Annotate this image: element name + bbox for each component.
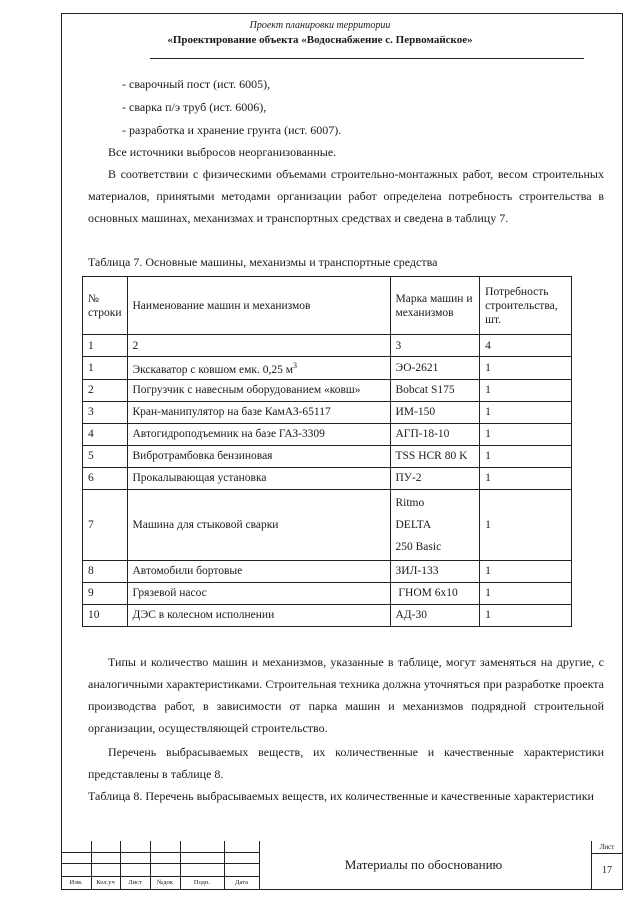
table-cell: ПУ-2	[390, 467, 480, 489]
table-row	[83, 582, 572, 604]
unit-superscript: 3	[293, 361, 298, 370]
header-cell: № строки	[83, 277, 128, 335]
table-cell: 9	[83, 582, 128, 604]
table-cell: 10	[83, 604, 128, 626]
table-cell: 1	[83, 357, 128, 380]
stamp-line	[591, 853, 623, 854]
table-cell: Автомобили бортовые	[127, 560, 390, 582]
table-cell: ЭО-2621	[390, 357, 480, 380]
table-cell: 1	[480, 467, 572, 489]
table-cell: Автогидроподъемник на базе ГАЗ-3309	[127, 423, 390, 445]
table-cell: 1	[480, 582, 572, 604]
table-cell: 1	[480, 445, 572, 467]
table-cell: ГНОМ 6х10	[390, 582, 480, 604]
list-item: - сварочный пост (ист. 6005),	[122, 77, 271, 91]
brand-line: 250 Basic	[395, 540, 442, 553]
stamp-label: №док	[157, 879, 173, 886]
table-cell: 1	[480, 379, 572, 401]
table-cell: 1	[480, 604, 572, 626]
table-cell: ДЭС в колесном исполнении	[127, 604, 390, 626]
table-cell: 7	[83, 489, 128, 560]
table-cell: 1	[480, 489, 572, 560]
sheet-number: 17	[602, 865, 612, 876]
table-numbering-row	[83, 335, 572, 357]
paragraph-emissions: Перечень выбрасываемых веществ, их количественные и качественные характеристики представлены в таблице 8.	[88, 745, 604, 781]
table-cell: ЗИЛ-133	[390, 560, 480, 582]
paragraph-machine-types: Типы и количество машин и механизмов, указанные в таблице, могут заменяться на другие, с аналогичными характеристиками. Строительная техника должна уточняться при разработке проекта производства работ, в зависимости от парка машин и механизмов подрядной строительной организации, осуществляющей строительство.	[88, 655, 604, 735]
table-header-row	[83, 277, 572, 335]
title-block	[61, 841, 623, 890]
machines-table	[82, 276, 572, 627]
table-cell: 5	[83, 445, 128, 467]
table-cell: ИМ-150	[390, 401, 480, 423]
table7-caption: Таблица 7. Основные машины, механизмы и транспортные средства	[88, 255, 438, 269]
brand-line: DELTA	[395, 518, 432, 531]
table-cell: 8	[83, 560, 128, 582]
table-cell	[390, 489, 480, 560]
table-row	[83, 467, 572, 489]
table-row	[83, 423, 572, 445]
table-cell: Прокалывающая установка	[127, 467, 390, 489]
table-cell: Вибротрамбовка бензиновая	[127, 445, 390, 467]
list-item: - сварка п/э труб (ист. 6006),	[122, 100, 267, 114]
table-cell: Bobcat S175	[390, 379, 480, 401]
table-cell: Грязевой насос	[127, 582, 390, 604]
stamp-label: Кол.уч	[96, 879, 115, 886]
header-subtitle: Проект планировки территории	[249, 20, 391, 31]
table-row	[83, 489, 572, 560]
brand-line: Ritmo	[395, 496, 425, 509]
table-cell: 2	[83, 379, 128, 401]
stamp-label: Подп.	[193, 879, 211, 886]
table-cell: АГП-18-10	[390, 423, 480, 445]
table-cell: 1	[480, 423, 572, 445]
header-cell: Потребность строительства, шт.	[480, 277, 572, 335]
table-row	[83, 401, 572, 423]
table8-caption: Таблица 8. Перечень выбрасываемых веществ, их количественные и качественные характеристики	[88, 789, 594, 803]
table-cell: TSS HCR 80 K	[390, 445, 480, 467]
machine-name: Экскаватор с ковшом емк. 0,25 м	[132, 363, 294, 376]
table-cell: 6	[83, 467, 128, 489]
table-cell: 3	[83, 401, 128, 423]
table-cell: 1	[480, 401, 572, 423]
stamp-label: Дата	[235, 879, 248, 886]
table-cell: 3	[390, 335, 480, 357]
list-item: - разработка и хранение грунта (ист. 6007).	[122, 123, 342, 137]
header-cell: Наименование машин и механизмов	[127, 277, 390, 335]
table-cell: 2	[127, 335, 390, 357]
header-divider	[150, 58, 584, 59]
header-cell: Марка машин и механизмов	[390, 277, 480, 335]
stamp-label: Лист	[128, 879, 142, 886]
paragraph-requirements: В соответствии с физическими объемами строительно-монтажных работ, весом строительных материалов, принятыми методами организации работ определена потребность строительства в основных машинах, механизмах и транспортных средствах и сведена в таблицу 7.	[88, 167, 604, 225]
table-row	[83, 357, 572, 380]
table-cell: АД-30	[390, 604, 480, 626]
table-row	[83, 560, 572, 582]
table-cell: 4	[480, 335, 572, 357]
table-cell: 4	[83, 423, 128, 445]
paragraph-sources: Все источники выбросов неорганизованные.	[108, 145, 337, 159]
table-cell: Кран-манипулятор на базе КамАЗ-65117	[127, 401, 390, 423]
table-cell: 1	[480, 357, 572, 380]
sheet-label: Лист	[599, 843, 615, 851]
header-title: «Проектирование объекта «Водоснабжение с. Первомайское»	[167, 34, 473, 46]
table-row	[83, 604, 572, 626]
table-cell: Машина для стыковой сварки	[127, 489, 390, 560]
document-title: Материалы по обоснованию	[344, 857, 503, 872]
table-cell: 1	[480, 560, 572, 582]
table-cell: 1	[83, 335, 128, 357]
table-cell	[127, 357, 390, 380]
table-row	[83, 379, 572, 401]
table-row	[83, 445, 572, 467]
table-cell: Погрузчик с навесным оборудованием «ковш»	[127, 379, 390, 401]
stamp-label: Изм.	[69, 879, 83, 886]
